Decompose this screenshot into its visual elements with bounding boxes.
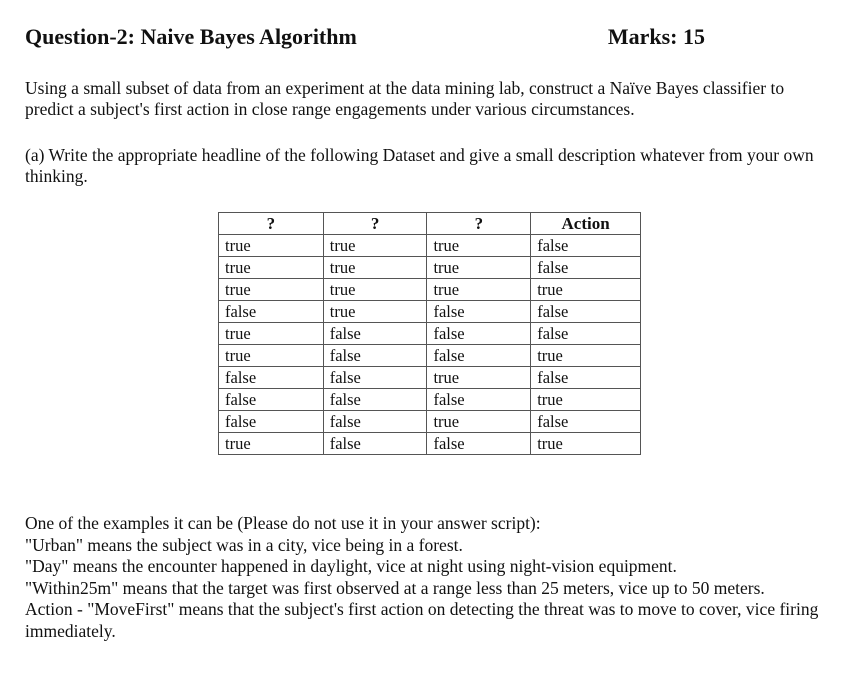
intro-paragraph: Using a small subset of data from an experiment at the data mining lab, construct a Naïve Bayes classifier to predict a subject's first action in close range engagements under various circumstances. — [25, 78, 785, 119]
table-cell: false — [427, 323, 531, 345]
table-cell: false — [323, 411, 427, 433]
table-cell: true — [219, 235, 324, 257]
table-row — [219, 389, 641, 411]
table-cell: false — [531, 257, 641, 279]
table-cell: false — [219, 301, 324, 323]
table-cell: true — [427, 279, 531, 301]
table-cell: true — [531, 433, 641, 455]
table-cell: true — [219, 323, 324, 345]
column-header-1: ? — [219, 213, 324, 235]
table-cell: false — [531, 323, 641, 345]
table-cell: true — [219, 433, 324, 455]
table-cell: false — [531, 367, 641, 389]
table-row — [219, 411, 641, 433]
question-header — [25, 24, 705, 52]
table-cell: true — [531, 279, 641, 301]
table-cell: false — [323, 389, 427, 411]
table-cell: false — [427, 433, 531, 455]
table-cell: false — [427, 345, 531, 367]
table-cell: true — [531, 389, 641, 411]
examples-section — [25, 513, 835, 642]
table-cell: false — [531, 301, 641, 323]
question-title: Question-2: Naive Bayes Algorithm — [25, 24, 357, 49]
table-row — [219, 433, 641, 455]
marks-label: Marks: 15 — [607, 24, 705, 49]
table-row — [219, 257, 641, 279]
table-row — [219, 279, 641, 301]
table-cell: false — [323, 367, 427, 389]
table-cell: false — [323, 345, 427, 367]
table-cell: true — [427, 235, 531, 257]
table-cell: false — [219, 389, 324, 411]
example-day: "Day" means the encounter happened in daylight, vice at night using night-vision equipment. — [25, 556, 677, 576]
table-row — [219, 345, 641, 367]
table-cell: true — [427, 367, 531, 389]
table-cell: true — [323, 279, 427, 301]
table-cell: false — [427, 301, 531, 323]
example-urban: "Urban" means the subject was in a city, vice being in a forest. — [25, 534, 463, 555]
table-cell: true — [323, 257, 427, 279]
table-cell: false — [219, 411, 324, 433]
table-header-row — [219, 213, 641, 235]
examples-intro: One of the examples it can be (Please do not use it in your answer script): — [25, 513, 541, 533]
table-cell: true — [323, 235, 427, 257]
dataset-table — [218, 212, 641, 455]
table-cell: false — [531, 235, 641, 257]
table-cell: true — [323, 301, 427, 323]
table-cell: true — [531, 345, 641, 367]
table-row — [219, 235, 641, 257]
table-cell: false — [219, 367, 324, 389]
example-within25m: "Within25m" means that the target was first observed at a range less than 25 meters, vice up to 50 meters. — [25, 577, 765, 598]
table-row — [219, 367, 641, 389]
table-cell: false — [323, 323, 427, 345]
table-row — [219, 323, 641, 345]
table-cell: true — [219, 345, 324, 367]
table-row — [219, 301, 641, 323]
table-cell: false — [427, 389, 531, 411]
table-cell: false — [531, 411, 641, 433]
table-cell: true — [427, 257, 531, 279]
example-action: Action - "MoveFirst" means that the subject's first action on detecting the threat was to move to cover, vice firing immediately. — [25, 599, 819, 641]
column-header-action: Action — [531, 213, 641, 235]
part-a-instruction: (a) Write the appropriate headline of the following Dataset and give a small description whatever from your own thinking. — [25, 145, 814, 186]
table-cell: true — [427, 411, 531, 433]
table-cell: false — [323, 433, 427, 455]
table-cell: true — [219, 257, 324, 279]
column-header-3: ? — [427, 213, 531, 235]
column-header-2: ? — [323, 213, 427, 235]
table-cell: true — [219, 279, 324, 301]
